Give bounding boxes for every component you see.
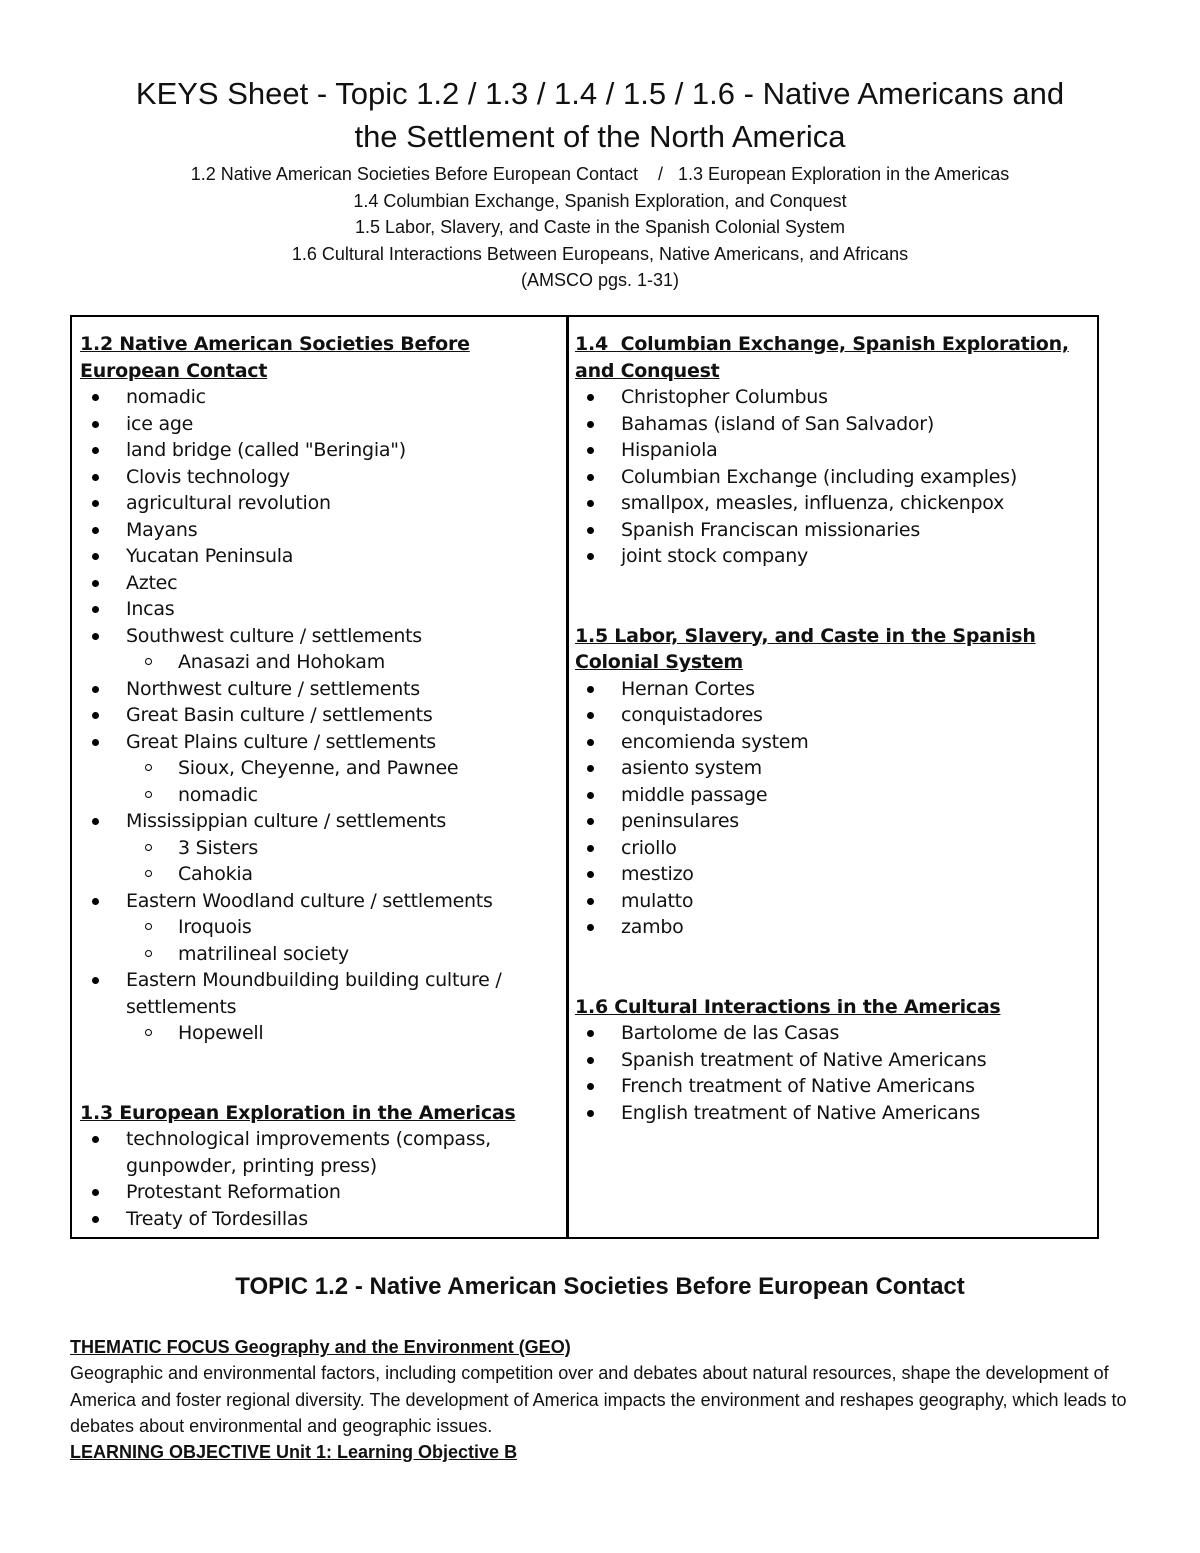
sub-list-item: Sioux, Cheyenne, and Pawnee — [126, 755, 560, 782]
list-item: Christopher Columbus — [575, 384, 1090, 411]
section-list-1-3 — [80, 1126, 560, 1232]
column-divider — [566, 317, 569, 1237]
section-list-1-6 — [575, 1020, 1090, 1126]
list-item: Hispaniola — [575, 437, 1090, 464]
left-column — [80, 331, 560, 1232]
section-heading-1-2 — [80, 331, 560, 384]
list-item-text: Eastern Moundbuilding building culture / settlements — [126, 969, 502, 1018]
list-item — [80, 967, 560, 1047]
sub-list-item: nomadic — [126, 782, 560, 809]
list-item: zambo — [575, 914, 1090, 941]
list-item: middle passage — [575, 782, 1090, 809]
page-title — [70, 72, 1130, 158]
section-list-1-2 — [80, 384, 560, 1047]
section-spacer — [575, 570, 1090, 623]
sub-list-item: Anasazi and Hohokam — [126, 649, 560, 676]
section-heading-1-4 — [575, 331, 1090, 384]
section-spacer — [80, 1047, 560, 1100]
list-item-text: Great Plains culture / settlements — [126, 730, 436, 753]
topic-body — [70, 1334, 1130, 1465]
list-item: Great Basin culture / settlements — [80, 702, 560, 729]
sub-list-item: Cahokia — [126, 861, 560, 888]
list-item: Treaty of Tordesillas — [80, 1206, 560, 1233]
sub-list — [126, 914, 560, 967]
heading-line: 1.4 Columbian Exchange, Spanish Exploration, — [575, 333, 1069, 355]
sub-list-item: Iroquois — [126, 914, 560, 941]
list-item — [80, 729, 560, 809]
section-list-1-4 — [575, 384, 1090, 570]
list-item: smallpox, measles, influenza, chickenpox — [575, 490, 1090, 517]
list-item: Clovis technology — [80, 464, 560, 491]
heading-line: 1.5 Labor, Slavery, and Caste in the Spanish — [575, 624, 1036, 647]
list-item: Spanish Franciscan missionaries — [575, 517, 1090, 544]
list-item: French treatment of Native Americans — [575, 1073, 1090, 1100]
subtitle-line: (AMSCO pgs. 1-31) — [520, 270, 680, 290]
section-heading-1-6: 1.6 Cultural Interactions in the Americas — [575, 995, 1001, 1018]
right-column — [575, 331, 1090, 1126]
keys-table — [70, 315, 1099, 1239]
subtitle-line: 1.4 Columbian Exchange, Spanish Exploration, and Conquest — [353, 190, 847, 211]
sub-list-item: 3 Sisters — [126, 835, 560, 862]
section-spacer — [575, 941, 1090, 994]
heading-line: and Conquest — [575, 359, 720, 382]
list-item: Hernan Cortes — [575, 676, 1090, 703]
list-item: asiento system — [575, 755, 1090, 782]
list-item: peninsulares — [575, 808, 1090, 835]
list-item: nomadic — [80, 384, 560, 411]
sub-list-item: matrilineal society — [126, 941, 560, 968]
subtitle-line: 1.2 Native American Societies Before European Contact / 1.3 European Exploration in the Americas — [190, 164, 1010, 184]
section-list-1-5 — [575, 676, 1090, 941]
list-item: Aztec — [80, 570, 560, 597]
list-item: mestizo — [575, 861, 1090, 888]
subtitle-block — [70, 161, 1130, 294]
list-item: criollo — [575, 835, 1090, 862]
list-item: conquistadores — [575, 702, 1090, 729]
list-item: Bahamas (island of San Salvador) — [575, 411, 1090, 438]
list-item: Incas — [80, 596, 560, 623]
title-line-1: KEYS Sheet - Topic 1.2 / 1.3 / 1.4 / 1.5 / 1.6 - Native Americans and — [135, 76, 1065, 111]
list-item: encomienda system — [575, 729, 1090, 756]
list-item: technological improvements (compass, gunpowder, printing press) — [80, 1126, 560, 1179]
topic-heading: TOPIC 1.2 - Native American Societies Before European Contact — [235, 1273, 965, 1300]
list-item: Yucatan Peninsula — [80, 543, 560, 570]
list-item — [80, 888, 560, 968]
list-item: Mayans — [80, 517, 560, 544]
list-item: Spanish treatment of Native Americans — [575, 1047, 1090, 1074]
sub-list — [126, 1020, 560, 1047]
sub-list — [126, 649, 560, 676]
section-heading-1-3: 1.3 European Exploration in the Americas — [80, 1101, 516, 1124]
list-item: ice age — [80, 411, 560, 438]
list-item — [80, 808, 560, 888]
heading-line: Colonial System — [575, 651, 743, 673]
heading-line: 1.2 Native American Societies Before — [80, 333, 470, 355]
list-item: joint stock company — [575, 543, 1090, 570]
sub-list-item: Hopewell — [126, 1020, 560, 1047]
subtitle-line: 1.5 Labor, Slavery, and Caste in the Spanish Colonial System — [355, 217, 845, 237]
heading-line: European Contact — [80, 359, 268, 382]
title-line-2: the Settlement of the North America — [354, 119, 846, 154]
list-item — [80, 623, 560, 676]
list-item: Columbian Exchange (including examples) — [575, 464, 1090, 491]
learning-objective-heading: LEARNING OBJECTIVE Unit 1: Learning Objective B — [70, 1442, 518, 1463]
section-heading-1-5 — [575, 623, 1090, 676]
thematic-focus-heading: THEMATIC FOCUS Geography and the Environment (GEO) — [70, 1337, 571, 1357]
list-item-text: Mississippian culture / settlements — [126, 810, 447, 832]
list-item: land bridge (called "Beringia") — [80, 437, 560, 464]
list-item: Bartolome de las Casas — [575, 1020, 1090, 1047]
list-item: Northwest culture / settlements — [80, 676, 560, 703]
list-item-text: Eastern Woodland culture / settlements — [126, 889, 493, 912]
subtitle-line: 1.6 Cultural Interactions Between Europeans, Native Americans, and Africans — [291, 243, 909, 264]
thematic-focus-text: Geographic and environmental factors, including competition over and debates about natural resources, shape the development of America and foster regional diversity. The development of America impacts the environment and reshapes geography, which leads to debates about environmental and geographic issues. — [70, 1363, 1127, 1436]
list-item: agricultural revolution — [80, 490, 560, 517]
sub-list — [126, 755, 560, 808]
list-item: English treatment of Native Americans — [575, 1100, 1090, 1127]
list-item-text: Southwest culture / settlements — [126, 624, 422, 647]
list-item: mulatto — [575, 888, 1090, 915]
list-item: Protestant Reformation — [80, 1179, 560, 1206]
sub-list — [126, 835, 560, 888]
